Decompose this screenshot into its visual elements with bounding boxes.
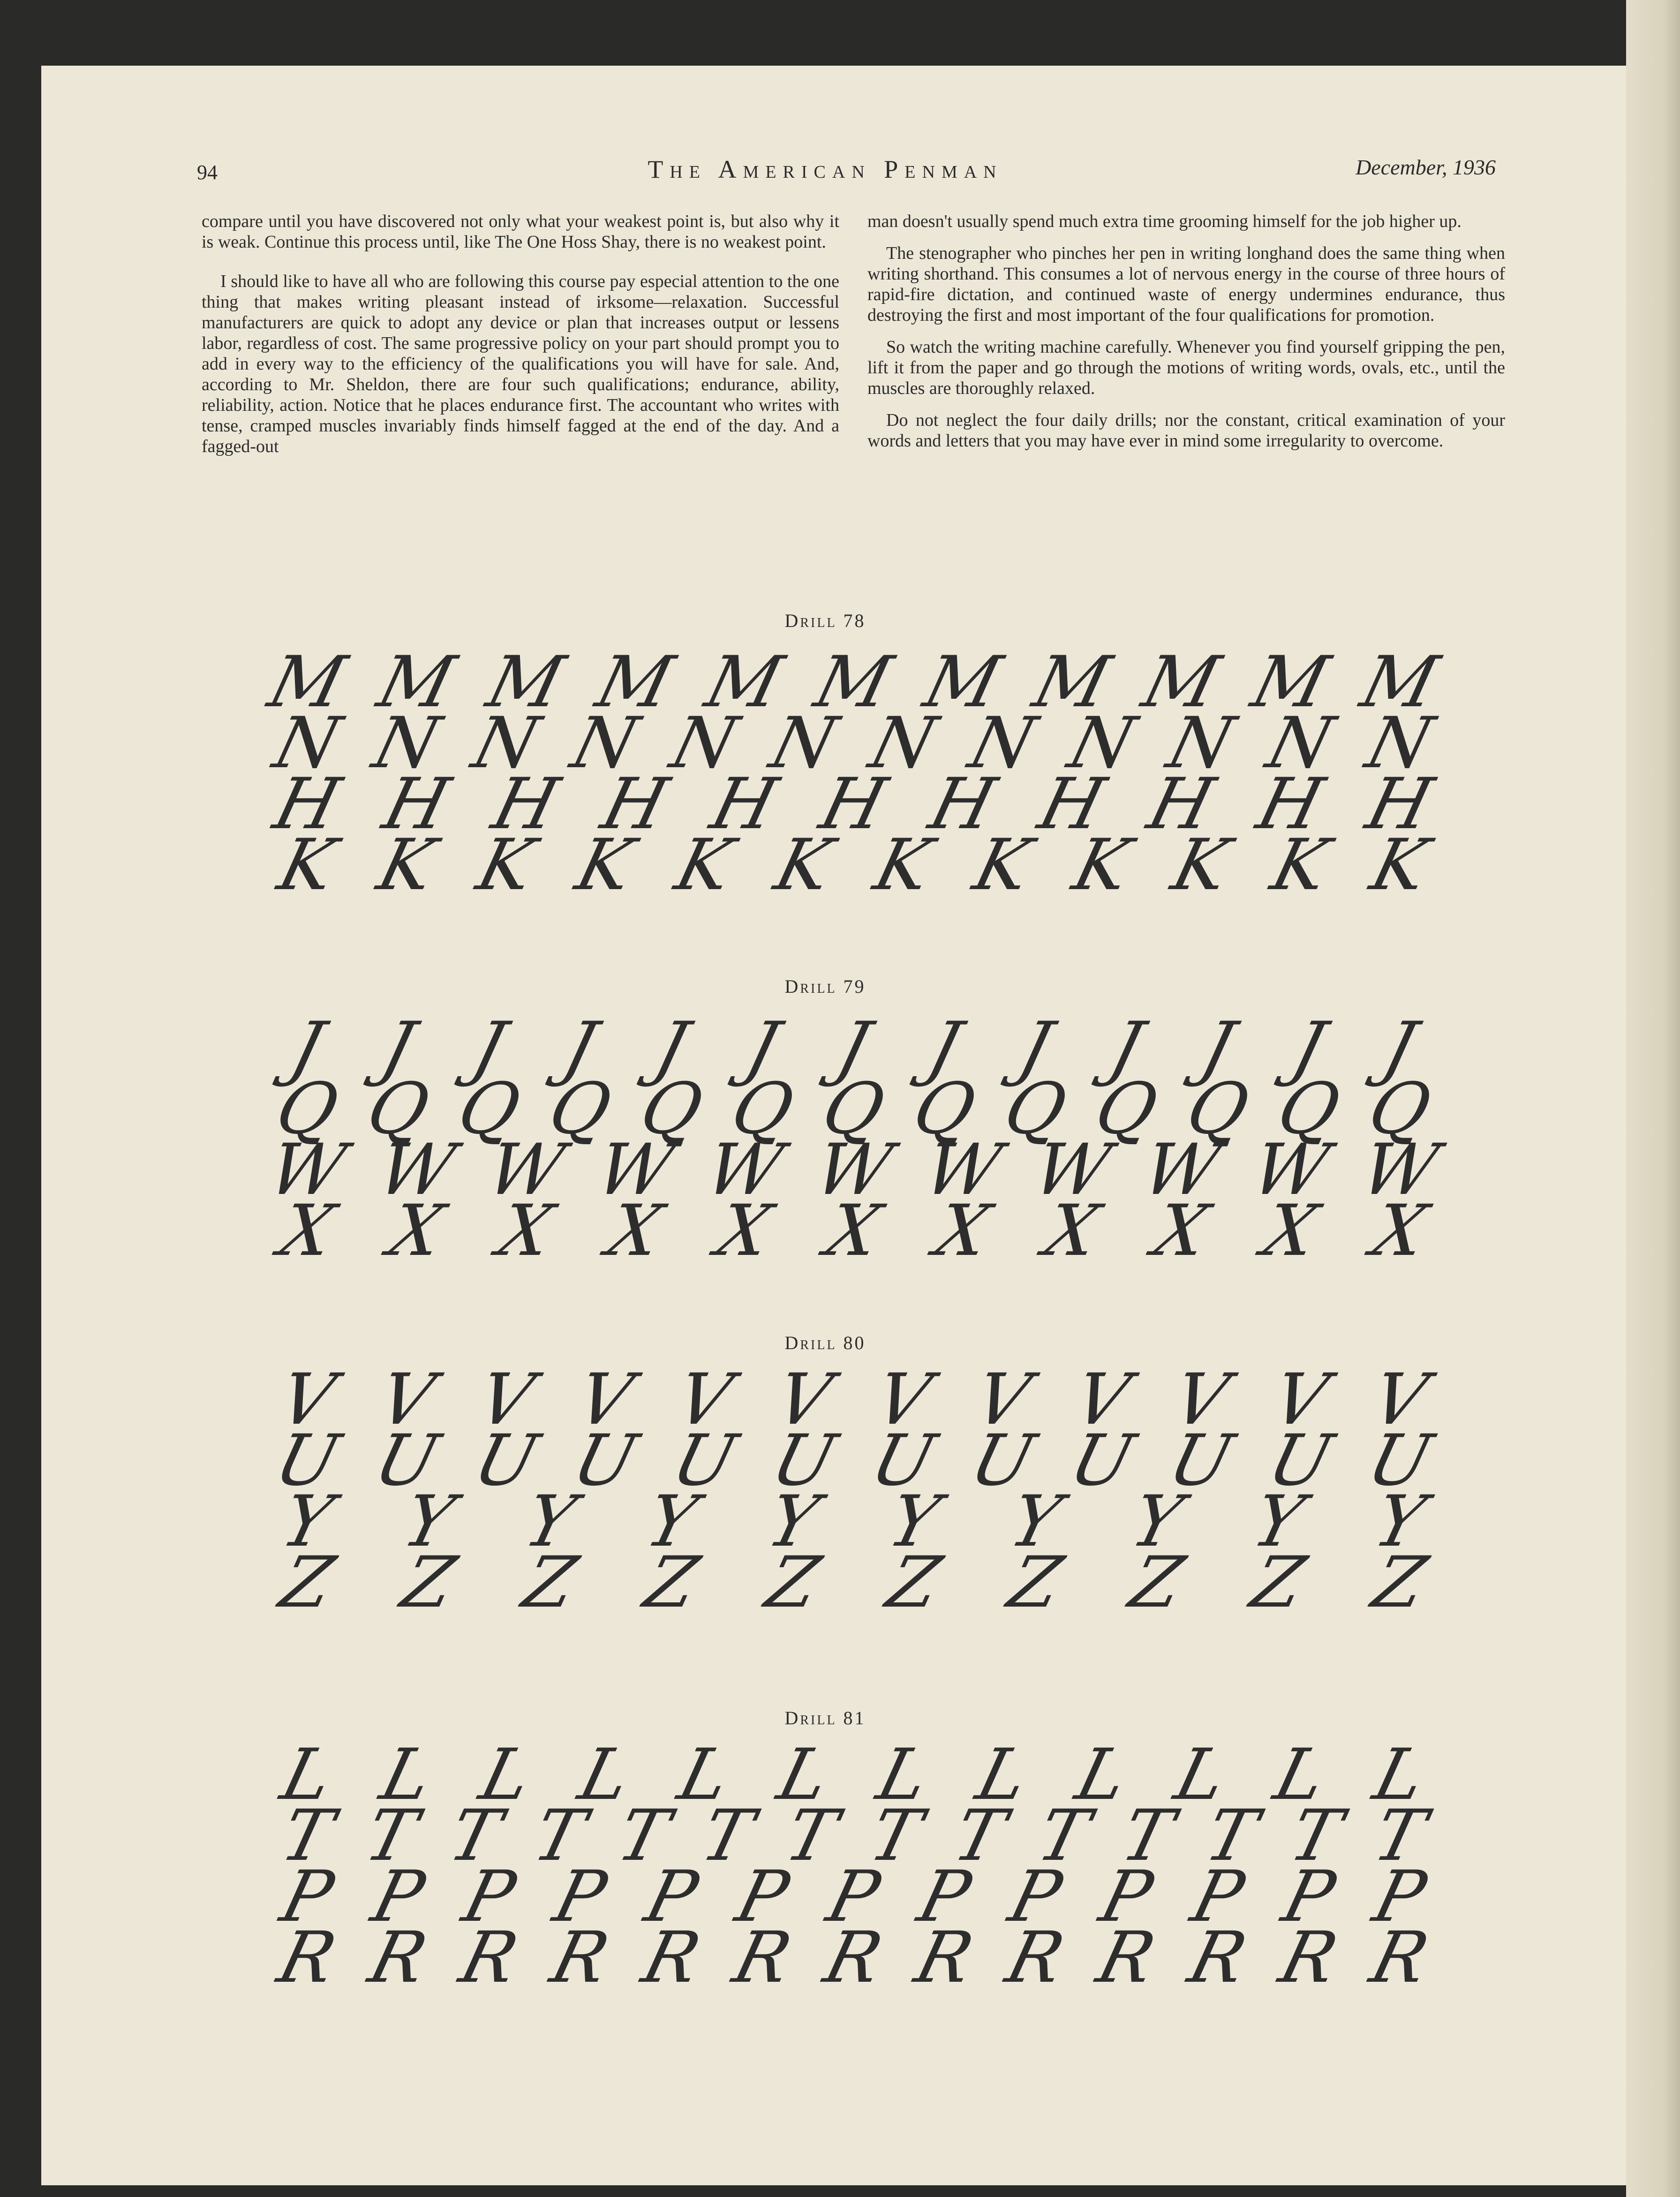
script-letter: V xyxy=(966,1359,1038,1441)
script-letter: N xyxy=(266,702,348,784)
script-letter: L xyxy=(472,1734,540,1816)
script-letter: T xyxy=(273,1795,341,1877)
script-letter: Y xyxy=(1244,1481,1312,1563)
script-letter: Y xyxy=(638,1481,705,1563)
script-letter: X xyxy=(1036,1190,1107,1272)
drill-81-letters xyxy=(267,1734,1439,1999)
script-letter: V xyxy=(669,1359,740,1441)
script-letter: T xyxy=(1198,1795,1266,1877)
script-letter: Z xyxy=(879,1542,949,1623)
script-letter: Q xyxy=(1178,1068,1257,1150)
script-letter: Z xyxy=(1122,1542,1191,1623)
script-letter: R xyxy=(999,1917,1072,1999)
script-letter: W xyxy=(261,1129,354,1211)
script-letter: M xyxy=(698,642,791,723)
script-letter: Z xyxy=(758,1542,828,1623)
script-letter: H xyxy=(1140,763,1222,845)
script-letter: Y xyxy=(1123,1481,1190,1563)
script-letter: R xyxy=(543,1917,617,1999)
drill-80-letters xyxy=(267,1359,1439,1623)
script-letter: T xyxy=(441,1795,509,1877)
script-letter: U xyxy=(1062,1420,1142,1502)
script-letter: P xyxy=(637,1856,705,1938)
script-letter: X xyxy=(1364,1190,1435,1272)
script-letter: P xyxy=(728,1856,796,1938)
script-letter: L xyxy=(1366,1734,1433,1816)
script-letter: R xyxy=(1181,1917,1254,1999)
script-letter: V xyxy=(470,1359,542,1441)
paragraph: The stenographer who pinches her pen in writing longhand does the same thing when writing shorthand. This consumes a lot of nervous energy in the course of three hours of rapid-fire dictation, and continued waste of energy undermines endurance, thus destroying the first and most important of the four qualifications for promotion. xyxy=(867,243,1505,325)
script-letter: P xyxy=(1274,1856,1342,1938)
script-letter: X xyxy=(927,1190,998,1272)
script-letter: K xyxy=(370,824,443,906)
script-letter: J xyxy=(374,1007,422,1089)
script-letter: Z xyxy=(636,1542,706,1623)
script-letter: N xyxy=(365,702,448,784)
drill-title-80: Drill 80 xyxy=(784,1332,866,1353)
script-letter: M xyxy=(1025,642,1118,723)
drill-row xyxy=(266,763,1441,845)
script-letter: R xyxy=(1272,1917,1345,1999)
script-letter: T xyxy=(610,1795,677,1877)
script-letter: L xyxy=(1266,1734,1334,1816)
drill-79-letters xyxy=(261,1007,1446,1272)
script-letter: T xyxy=(861,1795,929,1877)
script-letter: Q xyxy=(723,1068,801,1150)
script-letter: R xyxy=(452,1917,526,1999)
script-letter: K xyxy=(767,824,840,906)
script-letter: R xyxy=(634,1917,708,1999)
script-letter: H xyxy=(1031,763,1113,845)
script-letter: Z xyxy=(1365,1542,1434,1623)
drill-row xyxy=(267,1917,1439,1999)
script-letter: P xyxy=(1092,1856,1160,1938)
script-letter: W xyxy=(588,1129,681,1211)
script-letter: M xyxy=(370,642,463,723)
script-letter: Y xyxy=(516,1481,583,1563)
script-letter: Q xyxy=(1360,1068,1439,1150)
script-letter: N xyxy=(862,702,944,784)
script-letter: L xyxy=(1167,1734,1235,1816)
script-letter: N xyxy=(961,702,1044,784)
script-letter: Q xyxy=(359,1068,437,1150)
script-letter: H xyxy=(1358,763,1441,845)
paragraph: So watch the writing machine carefully. Whenever you find yourself gripping the pen, lift it from the paper and go through the motions of writing words, ovals, etc., until the muscles are thoroughly relaxed. xyxy=(867,337,1505,398)
script-letter: L xyxy=(373,1734,440,1816)
script-letter: R xyxy=(1090,1917,1163,1999)
script-letter: R xyxy=(1363,1917,1437,1999)
script-letter: Z xyxy=(515,1542,585,1623)
script-letter: H xyxy=(921,763,1004,845)
script-letter: U xyxy=(664,1420,745,1502)
drill-title-78: Drill 78 xyxy=(784,610,866,631)
script-letter: R xyxy=(816,1917,890,1999)
script-letter: K xyxy=(1264,824,1337,906)
script-letter: X xyxy=(381,1190,452,1272)
script-letter: T xyxy=(777,1795,845,1877)
script-letter: Y xyxy=(395,1481,462,1563)
script-letter: T xyxy=(1281,1795,1349,1877)
script-letter: L xyxy=(670,1734,738,1816)
script-letter: H xyxy=(266,763,348,845)
script-letter: U xyxy=(1161,1420,1241,1502)
script-letter: Z xyxy=(1001,1542,1070,1623)
script-letter: K xyxy=(668,824,741,906)
script-letter: N xyxy=(762,702,845,784)
script-letter: V xyxy=(569,1359,641,1441)
script-letter: J xyxy=(1375,1007,1424,1089)
script-letter: Y xyxy=(759,1481,826,1563)
script-letter: Q xyxy=(1269,1068,1348,1150)
drill-row xyxy=(267,1190,1439,1272)
script-letter: K xyxy=(1065,824,1138,906)
script-letter: U xyxy=(764,1420,844,1502)
script-letter: N xyxy=(1259,702,1341,784)
script-letter: N xyxy=(1061,702,1143,784)
script-letter: P xyxy=(819,1856,888,1938)
script-letter: P xyxy=(546,1856,614,1938)
script-letter: Q xyxy=(541,1068,619,1150)
script-letter: L xyxy=(770,1734,837,1816)
script-letter: H xyxy=(594,763,676,845)
script-letter: V xyxy=(768,1359,839,1441)
script-letter: K xyxy=(568,824,642,906)
script-letter: U xyxy=(466,1420,546,1502)
script-letter: P xyxy=(1002,1856,1070,1938)
drill-row xyxy=(267,1542,1439,1623)
script-letter: N xyxy=(465,702,547,784)
script-letter: R xyxy=(725,1917,799,1999)
script-letter: P xyxy=(273,1856,341,1938)
script-letter: M xyxy=(588,642,681,723)
script-letter: J xyxy=(465,1007,514,1089)
script-letter: J xyxy=(829,1007,878,1089)
script-letter: J xyxy=(920,1007,969,1089)
script-letter: P xyxy=(1365,1856,1434,1938)
script-letter: P xyxy=(455,1856,523,1938)
script-letter: U xyxy=(267,1420,347,1502)
script-letter: K xyxy=(469,824,542,906)
right-text-column xyxy=(867,211,1505,462)
script-letter: M xyxy=(807,642,900,723)
script-letter: Y xyxy=(1366,1481,1433,1563)
script-letter: R xyxy=(361,1917,435,1999)
script-letter: P xyxy=(1183,1856,1251,1938)
script-letter: L xyxy=(571,1734,639,1816)
script-letter: H xyxy=(703,763,785,845)
script-letter: N xyxy=(1358,702,1441,784)
script-letter: V xyxy=(1066,1359,1138,1441)
script-letter: L xyxy=(273,1734,341,1816)
script-letter: T xyxy=(1030,1795,1097,1877)
script-letter: Z xyxy=(272,1542,342,1623)
script-letter: U xyxy=(366,1420,446,1502)
script-letter: J xyxy=(1011,1007,1060,1089)
script-letter: T xyxy=(357,1795,425,1877)
script-letter: K xyxy=(1363,824,1436,906)
book-spine xyxy=(1626,0,1680,2197)
script-letter: Q xyxy=(632,1068,710,1150)
script-letter: M xyxy=(1135,642,1228,723)
script-letter: X xyxy=(708,1190,780,1272)
script-letter: H xyxy=(484,763,567,845)
script-letter: K xyxy=(866,824,940,906)
script-letter: N xyxy=(564,702,646,784)
script-letter: L xyxy=(1068,1734,1135,1816)
script-letter: W xyxy=(479,1129,572,1211)
script-letter: V xyxy=(1165,1359,1237,1441)
script-letter: T xyxy=(693,1795,761,1877)
script-letter: Q xyxy=(814,1068,893,1150)
script-letter: T xyxy=(1366,1795,1433,1877)
script-letter: Y xyxy=(881,1481,948,1563)
drill-title-79: Drill 79 xyxy=(784,976,866,997)
script-letter: V xyxy=(1364,1359,1435,1441)
script-letter: N xyxy=(1160,702,1242,784)
script-letter: V xyxy=(370,1359,442,1441)
script-letter: L xyxy=(969,1734,1036,1816)
script-letter: Q xyxy=(996,1068,1075,1150)
script-letter: V xyxy=(271,1359,343,1441)
script-letter: W xyxy=(1353,1129,1446,1211)
script-letter: U xyxy=(1260,1420,1341,1502)
script-letter: J xyxy=(283,1007,331,1089)
drill-78-letters xyxy=(261,642,1446,906)
script-letter: X xyxy=(490,1190,561,1272)
script-letter: Y xyxy=(1002,1481,1069,1563)
script-letter: X xyxy=(818,1190,889,1272)
script-letter: M xyxy=(1353,642,1446,723)
script-letter: W xyxy=(1025,1129,1118,1211)
paragraph: Do not neglect the four daily drills; nor the constant, critical examination of your words and letters that you may have ever in mind some irregularity to overcome. xyxy=(867,410,1505,451)
script-letter: K xyxy=(1164,824,1238,906)
left-text-column xyxy=(202,211,839,468)
script-letter: P xyxy=(364,1856,432,1938)
script-letter: J xyxy=(738,1007,787,1089)
script-letter: U xyxy=(565,1420,645,1502)
script-letter: Y xyxy=(273,1481,341,1563)
script-letter: R xyxy=(907,1917,981,1999)
drill-title-81: Drill 81 xyxy=(784,1707,866,1729)
script-letter: T xyxy=(946,1795,1013,1877)
script-letter: X xyxy=(1255,1190,1326,1272)
script-letter: R xyxy=(270,1917,344,1999)
script-letter: P xyxy=(910,1856,979,1938)
script-letter: J xyxy=(1193,1007,1242,1089)
script-letter: X xyxy=(599,1190,670,1272)
script-letter: W xyxy=(807,1129,900,1211)
script-letter: M xyxy=(261,642,354,723)
script-letter: V xyxy=(867,1359,939,1441)
script-letter: K xyxy=(965,824,1039,906)
script-letter: M xyxy=(916,642,1009,723)
script-letter: N xyxy=(663,702,746,784)
script-letter: X xyxy=(271,1190,343,1272)
script-letter: T xyxy=(525,1795,593,1877)
script-letter: K xyxy=(271,824,344,906)
script-letter: W xyxy=(1244,1129,1337,1211)
script-letter: M xyxy=(479,642,572,723)
journal-title: The American Penman xyxy=(648,155,1003,183)
script-letter: Z xyxy=(394,1542,463,1623)
running-head xyxy=(155,155,1496,192)
script-letter: W xyxy=(698,1129,791,1211)
script-letter: H xyxy=(1249,763,1332,845)
script-letter: Q xyxy=(905,1068,984,1150)
script-letter: W xyxy=(370,1129,463,1211)
script-letter: X xyxy=(1145,1190,1217,1272)
script-letter: H xyxy=(812,763,895,845)
script-letter: Q xyxy=(268,1068,347,1150)
script-letter: W xyxy=(916,1129,1009,1211)
script-letter: J xyxy=(647,1007,696,1089)
script-letter: U xyxy=(1360,1420,1439,1502)
script-letter: J xyxy=(1102,1007,1151,1089)
script-letter: L xyxy=(869,1734,937,1816)
script-letter: U xyxy=(962,1420,1042,1502)
issue-date: December, 1936 xyxy=(1356,155,1496,179)
script-letter: W xyxy=(1135,1129,1228,1211)
page-number: 94 xyxy=(197,161,218,184)
script-letter: H xyxy=(375,763,458,845)
script-letter: M xyxy=(1244,642,1337,723)
paragraph: I should like to have all who are following this course pay especial attention to the one thing that makes writing pleasant instead of irksome—relaxation. Successful manufacturers are quick to adopt any device or plan that increases output or lessens labor, regardless of cost. The same progressive policy on your part should prompt you to add in every way to the efficiency of the qualifications you will have for sale. And, according to Mr. Sheldon, there are four such qualifications; endurance, ability, reliability, action. Notice that he places endurance first. The accountant who writes with tense, cramped muscles invariably finds himself fagged at the end of the day. And a fagged-out xyxy=(202,272,839,456)
paragraph: man doesn't usually spend much extra time grooming himself for the job higher up. xyxy=(867,211,1462,231)
script-letter: V xyxy=(1265,1359,1336,1441)
script-letter: Q xyxy=(450,1068,528,1150)
script-letter: Q xyxy=(1087,1068,1166,1150)
paragraph: compare until you have discovered not only what your weakest point is, but also why it is weak. Continue this process until, like The One Hoss Shay, there is no weakest point. xyxy=(202,211,839,252)
script-letter: J xyxy=(1284,1007,1333,1089)
script-letter: J xyxy=(556,1007,605,1089)
script-letter: U xyxy=(863,1420,943,1502)
script-letter: Z xyxy=(1243,1542,1313,1623)
script-letter: T xyxy=(1114,1795,1181,1877)
